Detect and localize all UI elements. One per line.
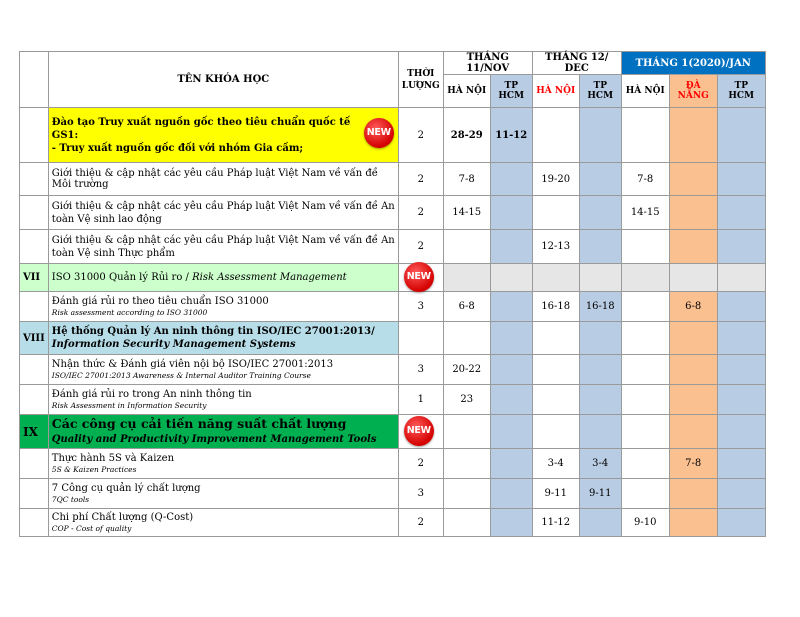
table-row xyxy=(20,355,766,385)
dec-hanoi-cell: 11-12 xyxy=(532,509,579,537)
jan-danang-cell xyxy=(669,230,717,264)
new-badge-icon: NEW xyxy=(404,262,434,292)
section-title-en: Risk Assessment Management xyxy=(192,272,347,283)
jan-hcm-cell xyxy=(717,479,765,509)
nov-hanoi-cell: 7-8 xyxy=(443,163,490,196)
duration-cell: 3 xyxy=(398,479,443,509)
dec-hanoi-cell xyxy=(532,385,579,415)
section-title-cell xyxy=(48,322,398,355)
nov-hcm-cell xyxy=(490,230,532,264)
dec-hanoi-cell xyxy=(532,196,579,230)
dec-hanoi-cell xyxy=(532,355,579,385)
jan-hanoi-cell xyxy=(621,385,669,415)
jan-danang-cell: 6-8 xyxy=(669,292,717,322)
jan-hcm-cell xyxy=(717,449,765,479)
jan-danang-cell xyxy=(669,196,717,230)
jan-danang-cell xyxy=(669,479,717,509)
jan-hcm-cell xyxy=(717,509,765,537)
dec-hanoi-cell: 16-18 xyxy=(532,292,579,322)
dec-hcm-cell xyxy=(579,108,621,163)
table-row xyxy=(20,385,766,415)
course-title: Đào tạo Truy xuất nguồn gốc theo tiêu chuẩn quốc tế GS1: xyxy=(51,116,351,141)
section-title-cell xyxy=(48,415,431,449)
jan-hanoi-cell xyxy=(621,230,669,264)
section-title-en: Quality and Productivity Improvement Management Tools xyxy=(51,433,377,445)
section-number: VII xyxy=(20,264,49,292)
jan-danang-cell: 7-8 xyxy=(669,449,717,479)
nov-hcm-cell xyxy=(490,385,532,415)
nov-hanoi-cell: 23 xyxy=(443,385,490,415)
dec-hcm-cell xyxy=(579,509,621,537)
jan-hanoi-cell: 14-15 xyxy=(621,196,669,230)
course-title: Nhận thức & Đánh giá viên nội bộ ISO/IEC 27001:2013 xyxy=(51,359,334,370)
section-title: Các công cụ cải tiến năng suất chất lượng xyxy=(51,415,347,431)
course-title: Đánh giá rủi ro trong An ninh thông tin xyxy=(51,389,252,400)
jan-hanoi-cell xyxy=(621,108,669,163)
jan-hanoi-cell: 9-10 xyxy=(621,509,669,537)
course-title-line2: - Truy xuất nguồn gốc đối với nhóm Gia cầm; xyxy=(51,142,304,154)
table-row xyxy=(20,108,766,163)
month-dec-header: THÁNG 12/ DEC xyxy=(532,52,621,75)
section-row xyxy=(20,322,766,355)
table-row xyxy=(20,163,766,196)
section-row xyxy=(20,415,766,449)
nov-hanoi-cell: 20-22 xyxy=(443,355,490,385)
dec-hcm-cell xyxy=(579,355,621,385)
dec-hanoi-cell xyxy=(532,108,579,163)
month-nov-header: THÁNG 11/NOV xyxy=(443,52,532,75)
nov-hcm-cell xyxy=(490,163,532,196)
section-number: IX xyxy=(20,415,49,449)
nov-hanoi-cell: 28-29 xyxy=(443,108,490,163)
dec-hcm-cell: 9-11 xyxy=(579,479,621,509)
table-row xyxy=(20,292,766,322)
table-row xyxy=(20,230,766,264)
course-title: Đánh giá rủi ro theo tiêu chuẩn ISO 31000 xyxy=(51,296,269,307)
duration-cell: 2 xyxy=(398,196,443,230)
jan-danang-cell xyxy=(669,509,717,537)
nov-hanoi-cell xyxy=(443,479,490,509)
jan-hcm-cell xyxy=(717,292,765,322)
nov-hcm-cell xyxy=(490,196,532,230)
city-dec-hanoi: HÀ NỘI xyxy=(532,75,579,108)
section-title-en: Information Security Management Systems xyxy=(51,339,296,350)
course-title-cell xyxy=(48,108,398,163)
table-row xyxy=(20,449,766,479)
nov-hanoi-cell xyxy=(443,230,490,264)
dec-hcm-cell xyxy=(579,230,621,264)
city-jan-danang: ĐÀ NẴNG xyxy=(669,75,717,108)
duration-cell: 2 xyxy=(398,163,443,196)
jan-hcm-cell xyxy=(717,355,765,385)
nov-hcm-cell xyxy=(490,509,532,537)
city-nov-hcm: TP HCM xyxy=(490,75,532,108)
nov-hcm-cell xyxy=(490,292,532,322)
section-number: VIII xyxy=(20,322,49,355)
jan-hcm-cell xyxy=(717,230,765,264)
jan-hcm-cell xyxy=(717,163,765,196)
jan-hcm-cell xyxy=(717,196,765,230)
course-title-cell xyxy=(48,509,398,537)
dec-hcm-cell xyxy=(579,196,621,230)
duration-cell: 3 xyxy=(398,355,443,385)
table-row xyxy=(20,509,766,537)
jan-hcm-cell xyxy=(717,385,765,415)
dec-hanoi-cell: 12-13 xyxy=(532,230,579,264)
duration-cell: 3 xyxy=(398,292,443,322)
course-schedule-table xyxy=(19,51,766,537)
month-jan-header: THÁNG 1(2020)/JAN xyxy=(621,52,765,75)
section-row xyxy=(20,264,766,292)
course-title: 7 Công cụ quản lý chất lượng xyxy=(51,483,201,494)
duration-header: THỜI LƯỢNG xyxy=(398,52,443,108)
jan-hanoi-cell xyxy=(621,479,669,509)
course-title: Giới thiệu & cập nhật các yêu cầu Pháp luật Việt Nam về vấn đề An toàn Vệ sinh Thực phẩm xyxy=(48,230,398,264)
nov-hanoi-cell xyxy=(443,449,490,479)
course-subtitle: 7QC tools xyxy=(51,495,90,504)
duration-cell: 2 xyxy=(398,449,443,479)
course-title-cell xyxy=(48,449,398,479)
city-jan-hcm: TP HCM xyxy=(717,75,765,108)
nov-hcm-cell xyxy=(490,355,532,385)
jan-danang-cell xyxy=(669,108,717,163)
dec-hcm-cell: 3-4 xyxy=(579,449,621,479)
new-badge-icon: NEW xyxy=(364,118,394,148)
jan-danang-cell xyxy=(669,163,717,196)
duration-cell: 2 xyxy=(398,230,443,264)
table-row xyxy=(20,479,766,509)
city-jan-hanoi: HÀ NỘI xyxy=(621,75,669,108)
course-subtitle: 5S & Kaizen Practices xyxy=(51,465,137,474)
nov-hcm-cell xyxy=(490,479,532,509)
nov-hanoi-cell: 14-15 xyxy=(443,196,490,230)
jan-hcm-cell xyxy=(717,108,765,163)
section-title-cell xyxy=(48,264,431,292)
dec-hanoi-cell: 19-20 xyxy=(532,163,579,196)
course-title: Chi phí Chất lượng (Q-Cost) xyxy=(51,512,194,523)
course-subtitle: COP - Cost of quality xyxy=(51,524,132,533)
dec-hcm-cell: 16-18 xyxy=(579,292,621,322)
nov-hcm-cell: 11-12 xyxy=(490,108,532,163)
jan-hanoi-cell xyxy=(621,355,669,385)
course-subtitle: Risk assessment according to ISO 31000 xyxy=(51,308,208,317)
nov-hcm-cell xyxy=(490,449,532,479)
section-title: Hệ thống Quản lý An ninh thông tin ISO/IEC 27001:2013/ xyxy=(51,326,375,337)
dec-hanoi-cell: 3-4 xyxy=(532,449,579,479)
course-title-cell xyxy=(48,385,398,415)
duration-cell: 2 xyxy=(398,509,443,537)
jan-danang-cell xyxy=(669,385,717,415)
jan-hanoi-cell: 7-8 xyxy=(621,163,669,196)
nov-hanoi-cell xyxy=(443,509,490,537)
course-subtitle: Risk Assessment in Information Security xyxy=(51,401,207,410)
city-nov-hanoi: HÀ NỘI xyxy=(443,75,490,108)
course-title-cell xyxy=(48,355,398,385)
section-title: ISO 31000 Quản lý Rủi ro / xyxy=(51,272,193,283)
new-badge-icon: NEW xyxy=(404,416,434,446)
course-name-header: TÊN KHÓA HỌC xyxy=(48,52,398,108)
dec-hcm-cell xyxy=(579,385,621,415)
city-dec-hcm: TP HCM xyxy=(579,75,621,108)
table-row xyxy=(20,196,766,230)
roman-header-cell xyxy=(20,52,49,108)
jan-danang-cell xyxy=(669,355,717,385)
jan-hanoi-cell xyxy=(621,449,669,479)
course-title: Giới thiệu & cập nhật các yêu cầu Pháp luật Việt Nam về vấn đề Môi trường xyxy=(48,163,398,196)
course-subtitle: ISO/IEC 27001:2013 Awareness & Internal Auditor Training Course xyxy=(51,371,311,380)
nov-hanoi-cell: 6-8 xyxy=(443,292,490,322)
course-title-cell xyxy=(48,479,398,509)
duration-cell: 2 xyxy=(398,108,443,163)
dec-hcm-cell xyxy=(579,163,621,196)
course-title-cell xyxy=(48,292,398,322)
course-title: Thực hành 5S và Kaizen xyxy=(51,453,175,464)
dec-hanoi-cell: 9-11 xyxy=(532,479,579,509)
course-title: Giới thiệu & cập nhật các yêu cầu Pháp luật Việt Nam về vấn đề An toàn Vệ sinh lao động xyxy=(48,196,398,230)
jan-hanoi-cell xyxy=(621,292,669,322)
duration-cell: 1 xyxy=(398,385,443,415)
